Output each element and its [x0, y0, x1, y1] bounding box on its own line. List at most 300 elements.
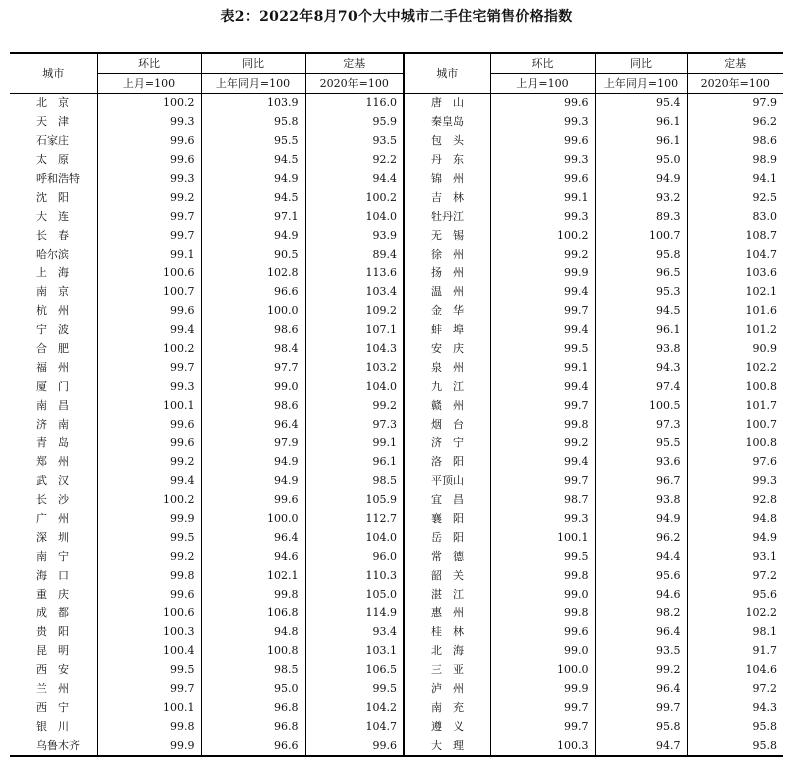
yoy-cell-right: 94.7: [595, 736, 687, 756]
base-cell-left: 104.0: [305, 377, 404, 396]
city-cell-left: 西 安: [36, 663, 69, 677]
city-cell-left: 合 肥: [36, 342, 69, 356]
mom-cell-left: 99.7: [97, 207, 201, 226]
city-cell-left: 南 宁: [36, 549, 69, 563]
city-cell-left: 深 圳: [36, 530, 69, 544]
table-row: [10, 736, 783, 756]
city-cell-right: 遵 义: [404, 717, 490, 736]
mom-cell-left: 99.6: [97, 151, 201, 170]
yoy-cell-right: 94.5: [595, 302, 687, 321]
city-cell-right: 宜 昌: [404, 491, 490, 510]
mom-cell-right: 98.7: [490, 491, 595, 510]
city-cell-left: 杭 州: [36, 304, 69, 318]
mom-cell-left: 99.3: [97, 170, 201, 189]
base-cell-right: 96.2: [687, 113, 783, 132]
mom-cell-left: 100.3: [97, 623, 201, 642]
base-cell-right: 92.8: [687, 491, 783, 510]
yoy-cell-right: 96.1: [595, 321, 687, 340]
mom-cell-left: 99.7: [97, 680, 201, 699]
city-cell-left: 天 津: [36, 115, 69, 129]
mom-cell-right: 99.7: [490, 472, 595, 491]
city-cell-left: 北 京: [36, 96, 69, 110]
yoy-subheader-left: 上年同月=100: [201, 74, 305, 94]
base-header-left: 定基: [305, 53, 404, 74]
yoy-subheader-right: 上年同月=100: [595, 74, 687, 94]
yoy-cell-right: 95.6: [595, 566, 687, 585]
city-cell-right: 无 锡: [404, 226, 490, 245]
city-cell-left: 兰 州: [36, 682, 69, 696]
table-row: [10, 283, 783, 302]
yoy-cell-left: 96.4: [201, 415, 305, 434]
table-row: [10, 264, 783, 283]
table-row: [10, 358, 783, 377]
base-cell-right: 94.9: [687, 528, 783, 547]
yoy-cell-right: 96.4: [595, 623, 687, 642]
city-cell-right: 赣 州: [404, 396, 490, 415]
yoy-cell-right: 93.2: [595, 188, 687, 207]
yoy-cell-left: 97.1: [201, 207, 305, 226]
city-cell-left: 宁 波: [36, 323, 69, 337]
yoy-cell-left: 100.8: [201, 642, 305, 661]
mom-cell-right: 99.4: [490, 321, 595, 340]
yoy-cell-right: 96.1: [595, 113, 687, 132]
city-cell-right: 温 州: [404, 283, 490, 302]
city-cell-right: 洛 阳: [404, 453, 490, 472]
base-cell-left: 104.2: [305, 699, 404, 718]
base-cell-left: 97.3: [305, 415, 404, 434]
mom-cell-left: 100.2: [97, 94, 201, 113]
yoy-cell-right: 98.2: [595, 604, 687, 623]
mom-cell-right: 100.3: [490, 736, 595, 756]
city-cell-left: 昆 明: [36, 644, 69, 658]
base-cell-right: 92.5: [687, 188, 783, 207]
city-header-left: 城市: [10, 53, 97, 94]
mom-cell-left: 100.7: [97, 283, 201, 302]
table-row: [10, 604, 783, 623]
mom-cell-right: 99.6: [490, 132, 595, 151]
mom-cell-left: 99.6: [97, 302, 201, 321]
city-cell-left: 长 春: [36, 228, 69, 242]
table-row: [10, 170, 783, 189]
base-cell-right: 94.8: [687, 510, 783, 529]
table-row: [10, 699, 783, 718]
city-cell-right: 湛 江: [404, 585, 490, 604]
base-cell-left: 100.2: [305, 188, 404, 207]
base-cell-right: 97.9: [687, 94, 783, 113]
base-cell-left: 105.0: [305, 585, 404, 604]
table-row: [10, 415, 783, 434]
yoy-cell-left: 97.9: [201, 434, 305, 453]
yoy-cell-left: 95.8: [201, 113, 305, 132]
mom-cell-right: 99.4: [490, 377, 595, 396]
mom-cell-left: 99.7: [97, 358, 201, 377]
base-cell-left: 99.1: [305, 434, 404, 453]
mom-cell-right: 99.7: [490, 302, 595, 321]
base-cell-right: 91.7: [687, 642, 783, 661]
base-cell-right: 102.2: [687, 604, 783, 623]
city-cell-right: 九 江: [404, 377, 490, 396]
table-row: [10, 717, 783, 736]
yoy-cell-right: 96.2: [595, 528, 687, 547]
base-subheader-right: 2020年=100: [687, 74, 783, 94]
yoy-cell-right: 96.5: [595, 264, 687, 283]
yoy-cell-right: 95.8: [595, 245, 687, 264]
mom-cell-right: 99.5: [490, 340, 595, 359]
table-row: [10, 207, 783, 226]
base-cell-right: 102.2: [687, 358, 783, 377]
base-cell-left: 96.0: [305, 547, 404, 566]
mom-cell-left: 99.8: [97, 566, 201, 585]
table-row: [10, 661, 783, 680]
city-cell-right: 大 理: [404, 736, 490, 756]
yoy-header-left: 同比: [201, 53, 305, 74]
table-title: 表2：2022年8月70个大中城市二手住宅销售价格指数: [220, 9, 573, 25]
mom-cell-left: 99.2: [97, 188, 201, 207]
base-cell-left: 93.5: [305, 132, 404, 151]
mom-cell-left: 99.3: [97, 113, 201, 132]
base-cell-right: 98.1: [687, 623, 783, 642]
mom-cell-left: 100.6: [97, 604, 201, 623]
city-cell-right: 唐 山: [404, 94, 490, 113]
yoy-cell-left: 96.6: [201, 736, 305, 756]
yoy-cell-left: 94.8: [201, 623, 305, 642]
mom-cell-right: 99.6: [490, 94, 595, 113]
mom-cell-left: 100.1: [97, 396, 201, 415]
mom-cell-left: 100.4: [97, 642, 201, 661]
base-cell-left: 99.6: [305, 736, 404, 756]
table-row: [10, 566, 783, 585]
city-cell-right: 北 海: [404, 642, 490, 661]
yoy-cell-left: 99.6: [201, 491, 305, 510]
mom-cell-right: 99.7: [490, 699, 595, 718]
base-cell-right: 101.6: [687, 302, 783, 321]
city-cell-right: 泉 州: [404, 358, 490, 377]
city-cell-left: 海 口: [36, 568, 69, 582]
base-cell-left: 109.2: [305, 302, 404, 321]
mom-cell-left: 99.3: [97, 377, 201, 396]
table-row: [10, 321, 783, 340]
mom-cell-left: 99.4: [97, 472, 201, 491]
city-cell-right: 济 宁: [404, 434, 490, 453]
mom-cell-right: 99.5: [490, 547, 595, 566]
yoy-cell-right: 94.6: [595, 585, 687, 604]
yoy-cell-left: 102.8: [201, 264, 305, 283]
base-header-right: 定基: [687, 53, 783, 74]
base-cell-right: 95.8: [687, 717, 783, 736]
mom-cell-right: 99.2: [490, 434, 595, 453]
city-cell-left: 郑 州: [36, 455, 69, 469]
mom-cell-left: 99.6: [97, 434, 201, 453]
mom-cell-left: 100.1: [97, 699, 201, 718]
city-cell-left: 成 都: [36, 606, 69, 620]
yoy-cell-left: 90.5: [201, 245, 305, 264]
yoy-cell-right: 94.4: [595, 547, 687, 566]
city-cell-right: 惠 州: [404, 604, 490, 623]
yoy-cell-left: 102.1: [201, 566, 305, 585]
base-cell-right: 95.8: [687, 736, 783, 756]
city-cell-right: 襄 阳: [404, 510, 490, 529]
city-cell-right: 安 庆: [404, 340, 490, 359]
mom-cell-left: 100.2: [97, 491, 201, 510]
mom-cell-right: 99.3: [490, 113, 595, 132]
base-cell-left: 89.4: [305, 245, 404, 264]
city-cell-right: 平顶山: [404, 472, 490, 491]
base-cell-left: 104.3: [305, 340, 404, 359]
base-subheader-left: 2020年=100: [305, 74, 404, 94]
mom-subheader-right: 上月=100: [490, 74, 595, 94]
yoy-cell-left: 103.9: [201, 94, 305, 113]
mom-cell-right: 100.2: [490, 226, 595, 245]
city-cell-left: 武 汉: [36, 474, 69, 488]
mom-cell-left: 99.5: [97, 528, 201, 547]
yoy-cell-right: 96.1: [595, 132, 687, 151]
yoy-cell-left: 94.6: [201, 547, 305, 566]
city-cell-right: 扬 州: [404, 264, 490, 283]
base-cell-right: 90.9: [687, 340, 783, 359]
base-cell-left: 112.7: [305, 510, 404, 529]
yoy-cell-right: 89.3: [595, 207, 687, 226]
base-cell-left: 113.6: [305, 264, 404, 283]
city-cell-left: 石家庄: [36, 134, 69, 148]
mom-cell-right: 99.0: [490, 585, 595, 604]
mom-cell-left: 100.2: [97, 340, 201, 359]
base-cell-left: 107.1: [305, 321, 404, 340]
yoy-cell-right: 100.5: [595, 396, 687, 415]
yoy-cell-right: 99.2: [595, 661, 687, 680]
city-cell-right: 桂 林: [404, 623, 490, 642]
mom-cell-right: 99.8: [490, 566, 595, 585]
mom-cell-right: 99.1: [490, 188, 595, 207]
mom-cell-left: 99.6: [97, 585, 201, 604]
yoy-header-right: 同比: [595, 53, 687, 74]
mom-cell-right: 100.1: [490, 528, 595, 547]
city-header-right: 城市: [404, 53, 490, 94]
mom-cell-right: 99.3: [490, 510, 595, 529]
table-row: [10, 245, 783, 264]
mom-cell-right: 100.0: [490, 661, 595, 680]
mom-cell-left: 99.1: [97, 245, 201, 264]
table-row: [10, 623, 783, 642]
yoy-cell-left: 94.9: [201, 226, 305, 245]
mom-cell-right: 99.8: [490, 415, 595, 434]
yoy-cell-right: 95.5: [595, 434, 687, 453]
mom-cell-left: 99.2: [97, 453, 201, 472]
mom-header-right: 环比: [490, 53, 595, 74]
yoy-cell-left: 97.7: [201, 358, 305, 377]
mom-cell-left: 99.2: [97, 547, 201, 566]
base-cell-right: 104.6: [687, 661, 783, 680]
city-cell-right: 丹 东: [404, 151, 490, 170]
base-cell-right: 104.7: [687, 245, 783, 264]
city-cell-left: 大 连: [36, 209, 69, 223]
mom-cell-right: 99.7: [490, 396, 595, 415]
base-cell-right: 97.6: [687, 453, 783, 472]
price-index-table: [10, 52, 783, 757]
yoy-cell-left: 106.8: [201, 604, 305, 623]
base-cell-left: 103.2: [305, 358, 404, 377]
table-row: [10, 547, 783, 566]
mom-cell-left: 99.6: [97, 415, 201, 434]
city-cell-right: 吉 林: [404, 188, 490, 207]
yoy-cell-right: 97.4: [595, 377, 687, 396]
base-cell-right: 101.7: [687, 396, 783, 415]
yoy-cell-left: 94.9: [201, 170, 305, 189]
table-row: [10, 396, 783, 415]
table-row: [10, 642, 783, 661]
base-cell-right: 83.0: [687, 207, 783, 226]
table-row: [10, 491, 783, 510]
city-cell-right: 南 充: [404, 699, 490, 718]
base-cell-right: 95.6: [687, 585, 783, 604]
mom-cell-left: 99.5: [97, 661, 201, 680]
yoy-cell-right: 95.0: [595, 151, 687, 170]
base-cell-left: 106.5: [305, 661, 404, 680]
city-cell-right: 三 亚: [404, 661, 490, 680]
base-cell-right: 94.1: [687, 170, 783, 189]
table-row: [10, 113, 783, 132]
city-cell-right: 泸 州: [404, 680, 490, 699]
yoy-cell-left: 99.0: [201, 377, 305, 396]
base-cell-right: 97.2: [687, 566, 783, 585]
mom-cell-left: 99.9: [97, 510, 201, 529]
city-cell-left: 济 南: [36, 417, 69, 431]
city-cell-left: 南 京: [36, 285, 69, 299]
city-cell-left: 贵 阳: [36, 625, 69, 639]
city-cell-right: 秦皇岛: [404, 113, 490, 132]
yoy-cell-right: 95.3: [595, 283, 687, 302]
base-cell-left: 103.4: [305, 283, 404, 302]
yoy-cell-left: 99.8: [201, 585, 305, 604]
mom-cell-right: 99.3: [490, 207, 595, 226]
base-cell-left: 105.9: [305, 491, 404, 510]
yoy-cell-left: 98.6: [201, 396, 305, 415]
mom-cell-right: 99.2: [490, 245, 595, 264]
table-row: [10, 188, 783, 207]
city-cell-right: 韶 关: [404, 566, 490, 585]
yoy-cell-right: 96.7: [595, 472, 687, 491]
city-cell-left: 上 海: [36, 266, 69, 280]
city-cell-left: 重 庆: [36, 587, 69, 601]
city-cell-right: 蚌 埠: [404, 321, 490, 340]
base-cell-right: 93.1: [687, 547, 783, 566]
yoy-cell-left: 94.9: [201, 453, 305, 472]
mom-cell-left: 99.9: [97, 736, 201, 756]
table-row: [10, 434, 783, 453]
city-cell-left: 呼和浩特: [36, 172, 80, 185]
city-cell-left: 青 岛: [36, 436, 69, 450]
yoy-cell-left: 94.5: [201, 151, 305, 170]
table-row: [10, 94, 783, 113]
mom-cell-left: 99.4: [97, 321, 201, 340]
city-cell-right: 烟 台: [404, 415, 490, 434]
base-cell-right: 99.3: [687, 472, 783, 491]
base-cell-left: 114.9: [305, 604, 404, 623]
base-cell-left: 99.5: [305, 680, 404, 699]
table-row: [10, 151, 783, 170]
mom-cell-right: 99.4: [490, 283, 595, 302]
city-cell-left: 广 州: [36, 512, 69, 526]
yoy-cell-right: 94.3: [595, 358, 687, 377]
base-cell-left: 93.4: [305, 623, 404, 642]
base-cell-right: 100.8: [687, 377, 783, 396]
city-cell-right: 岳 阳: [404, 528, 490, 547]
base-cell-left: 98.5: [305, 472, 404, 491]
yoy-cell-left: 100.0: [201, 302, 305, 321]
yoy-cell-right: 95.4: [595, 94, 687, 113]
table-row: [10, 453, 783, 472]
city-cell-left: 福 州: [36, 360, 69, 374]
yoy-cell-right: 93.5: [595, 642, 687, 661]
city-cell-left: 厦 门: [36, 379, 69, 393]
yoy-cell-left: 96.6: [201, 283, 305, 302]
table-row: [10, 472, 783, 491]
city-cell-right: 徐 州: [404, 245, 490, 264]
yoy-cell-left: 94.5: [201, 188, 305, 207]
city-cell-left: 太 原: [36, 153, 69, 167]
city-cell-left: 沈 阳: [36, 190, 69, 204]
yoy-cell-left: 98.6: [201, 321, 305, 340]
base-cell-right: 97.2: [687, 680, 783, 699]
table-row: [10, 528, 783, 547]
base-cell-right: 98.9: [687, 151, 783, 170]
yoy-cell-right: 96.4: [595, 680, 687, 699]
mom-cell-left: 99.8: [97, 717, 201, 736]
yoy-cell-left: 96.8: [201, 699, 305, 718]
table-row: [10, 302, 783, 321]
yoy-cell-left: 94.9: [201, 472, 305, 491]
table-row: [10, 132, 783, 151]
mom-cell-right: 99.9: [490, 264, 595, 283]
base-cell-left: 110.3: [305, 566, 404, 585]
base-cell-right: 102.1: [687, 283, 783, 302]
city-cell-right: 金 华: [404, 302, 490, 321]
yoy-cell-left: 96.4: [201, 528, 305, 547]
yoy-cell-right: 93.8: [595, 491, 687, 510]
yoy-cell-right: 99.7: [595, 699, 687, 718]
mom-cell-right: 99.1: [490, 358, 595, 377]
base-cell-right: 98.6: [687, 132, 783, 151]
yoy-cell-left: 98.5: [201, 661, 305, 680]
city-cell-left: 长 沙: [36, 493, 69, 507]
mom-cell-right: 99.8: [490, 604, 595, 623]
mom-cell-left: 99.6: [97, 132, 201, 151]
mom-cell-right: 99.4: [490, 453, 595, 472]
yoy-cell-right: 95.8: [595, 717, 687, 736]
base-cell-left: 96.1: [305, 453, 404, 472]
base-cell-left: 104.0: [305, 207, 404, 226]
yoy-cell-left: 100.0: [201, 510, 305, 529]
yoy-cell-right: 94.9: [595, 170, 687, 189]
mom-cell-right: 99.6: [490, 623, 595, 642]
yoy-cell-right: 93.6: [595, 453, 687, 472]
yoy-cell-left: 95.0: [201, 680, 305, 699]
yoy-cell-right: 94.9: [595, 510, 687, 529]
mom-cell-right: 99.0: [490, 642, 595, 661]
yoy-cell-right: 100.7: [595, 226, 687, 245]
table-row: [10, 680, 783, 699]
base-cell-left: 103.1: [305, 642, 404, 661]
base-cell-left: 92.2: [305, 151, 404, 170]
base-cell-left: 116.0: [305, 94, 404, 113]
mom-cell-right: 99.9: [490, 680, 595, 699]
table-row: [10, 510, 783, 529]
city-cell-right: 锦 州: [404, 170, 490, 189]
base-cell-left: 104.0: [305, 528, 404, 547]
city-cell-left: 乌鲁木齐: [36, 738, 80, 752]
base-cell-left: 94.4: [305, 170, 404, 189]
base-cell-right: 100.8: [687, 434, 783, 453]
mom-cell-left: 99.7: [97, 226, 201, 245]
